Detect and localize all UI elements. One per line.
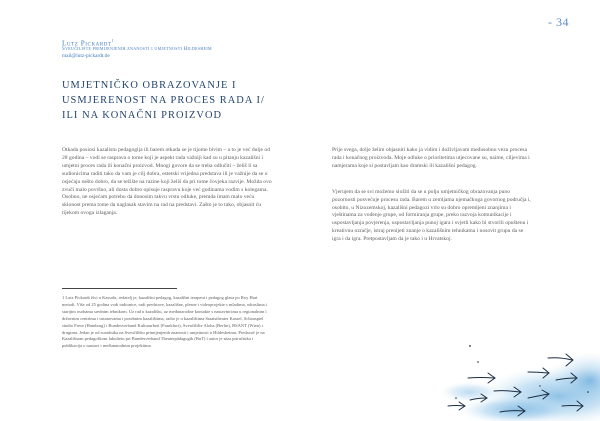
- footnote: 1 Lutz Pickardt živi u Kassalu, redatelj je, kazališni pedagog, kazališni terapeut i pedagog glasa po Roy Hart metodi. Više od 25 godina vodi radionice, radi predstave, kazališne, plesne i videoprojekte s mladima, odraslima i starijim osobama srednim tehnikom. Uz rad u kazalištu, uz međunarodne kontakte s nastavnicima u regionalnim i državnim centrima i ustanovama i posebnim kazalištima, radio je u kazalištima Staatstheater Kassel, Schauspiel studio Frese (Hamburg) i Bundesverband Kulturarbeit (Frankfurt), Sveučilište Aloha (Berlin), BSANT (Wien) i drugima. Jedan je od suradnika na Sveučilištu primijenjenih znanosti i umjetnosti u Hildesheimu. Predavač je na Kazališnom pedagoškom fakultetu pri Bundesverband Theaterpädagogik (BuT) i autor je niza priručnika i publikacija o nastavi i međunarodnim projektima.: [62, 295, 267, 349]
- body-paragraph: Prije svega, dolje želim objasniti kako ja vidim i doživljavam međusobnu vezu procesa rada i konačnog proizvoda. Moje odluke o prioritetima utjecovane su, naime, ciljevima i namjerama koje si postavljam kao dramski ili kazališni pedagog.: [332, 147, 530, 169]
- body-paragraph: Otkada posiosi kazalistu pedagogija ili barem otkada se je tijome bivim – a to je već dulje od 28 godina – vodi se rasprava o tome koji je aspekt rada važniji kad su u pitanju kazališni i umjetni proces rada ili konačni proizvod. Mnogi govore da se treba odlučiti – želiš li sa sudionicima raditi tako da vam je cilj dobra, estetski vrijedna predstava ili je važnije da se u osjećaju nešto dobro, da se težište na razine koji želiš da pri tome čovjeka razvije. Možda ovo zvuči malo površno, ali dosta dobro opisuje raspravu koje već godinama vodim s kolegama. Osobno, ne osjećam potrebu da donosim takvu vrstu odluke, premda imam malo veću sklonost prema tome da naglasak stavim na rad na predstavi. Zašto je to tako, objasnit ću tijekom ovoga izlaganja.: [62, 147, 272, 217]
- arrow-icon: [468, 373, 495, 383]
- article-title: UMJETNIČKO OBRAZOVANJE I USMJERENOST NA PROCES RADA I/ ILI NA KONAČNI PROIZVOD: [62, 80, 265, 122]
- author-email[interactable]: mail@lutz-pickardt.de: [62, 53, 110, 60]
- page-number: - 34: [548, 15, 569, 29]
- author-affiliation: Sveučilište primijenjenih znanosti i umjetnosti Hildesheim: [62, 47, 212, 53]
- body-paragraph: Vjerujem da se svi možemo složiti da se u polju umjetničkog obrazovanja puno pozornosti posvećuje procesu rada. Barem u zemljama njemačkoga govornog područja i, osobito, u Nizozemskoj, kazališni pedagozi vrlo su dobro opremljeni znanjima i vještinama za vođenje grupe, od formiranja grupe, preko razvoja komunikacije i uspostavljanja povjerenja, uspostavljanja punoj igara i svjetli kako bi stvorili opuštenu i kreativnu ozračje, istraj prenijeti znanje o kazališnim tehnikama i nosovit grupu da se igra i da igra. Pretpostavljam da je tako i u Hrvatskoj.: [332, 188, 531, 243]
- author-footnote-mark: 1: [111, 38, 115, 43]
- author-name: Lutz Pickardt: [62, 39, 112, 48]
